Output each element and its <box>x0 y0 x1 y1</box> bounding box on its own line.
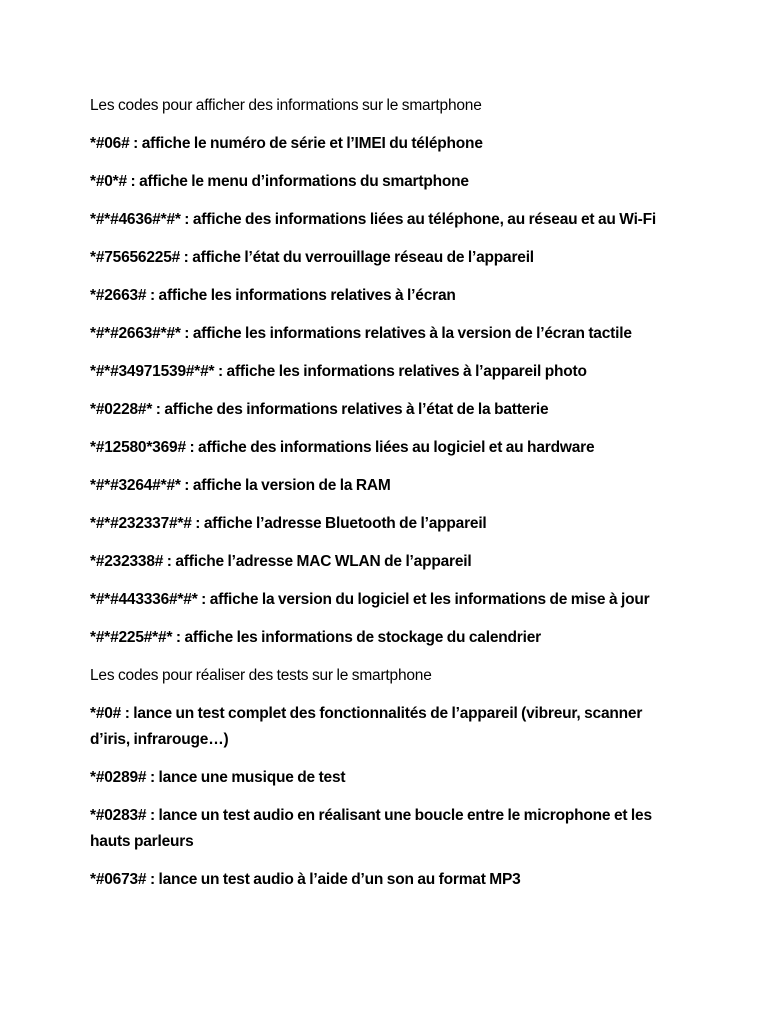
code-item: *#12580*369# : affiche des informations liées au logiciel et au hardware <box>90 439 595 456</box>
code-item: *#2663# : affiche les informations relatives à l’écran <box>90 287 456 304</box>
code-item: *#06# : affiche le numéro de série et l’IMEI du téléphone <box>90 135 483 152</box>
code-item: *#*#2663#*#* : affiche les informations relatives à la version de l’écran tactile <box>90 325 632 342</box>
document-body <box>90 93 680 905</box>
code-item: *#*#34971539#*#* : affiche les informations relatives à l’appareil photo <box>90 363 587 380</box>
code-item: *#0228#* : affiche des informations relatives à l’état de la batterie <box>90 401 549 418</box>
code-item: *#232338# : affiche l’adresse MAC WLAN de l’appareil <box>90 553 472 570</box>
code-item: *#0# : lance un test complet des fonctionnalités de l’appareil (vibreur, scanner d’iris, infrarouge…) <box>90 705 643 748</box>
code-item: *#0289# : lance une musique de test <box>90 769 346 786</box>
code-item: *#0673# : lance un test audio à l’aide d’un son au format MP3 <box>90 871 521 888</box>
code-item: *#0283# : lance un test audio en réalisant une boucle entre le microphone et les hauts parleurs <box>90 807 652 850</box>
code-item: *#*#3264#*#* : affiche la version de la RAM <box>90 477 391 494</box>
code-item: *#*#4636#*#* : affiche des informations liées au téléphone, au réseau et au Wi-Fi <box>90 211 657 228</box>
section-heading-info: Les codes pour afficher des informations sur le smartphone <box>90 97 482 114</box>
code-item: *#75656225# : affiche l’état du verrouillage réseau de l’appareil <box>90 249 534 266</box>
code-item: *#0*# : affiche le menu d’informations du smartphone <box>90 173 469 190</box>
section-heading-tests: Les codes pour réaliser des tests sur le smartphone <box>90 667 432 684</box>
code-item: *#*#232337#*# : affiche l’adresse Bluetooth de l’appareil <box>90 515 487 532</box>
code-item: *#*#225#*#* : affiche les informations de stockage du calendrier <box>90 629 541 646</box>
code-item: *#*#443336#*#* : affiche la version du logiciel et les informations de mise à jour <box>90 591 650 608</box>
